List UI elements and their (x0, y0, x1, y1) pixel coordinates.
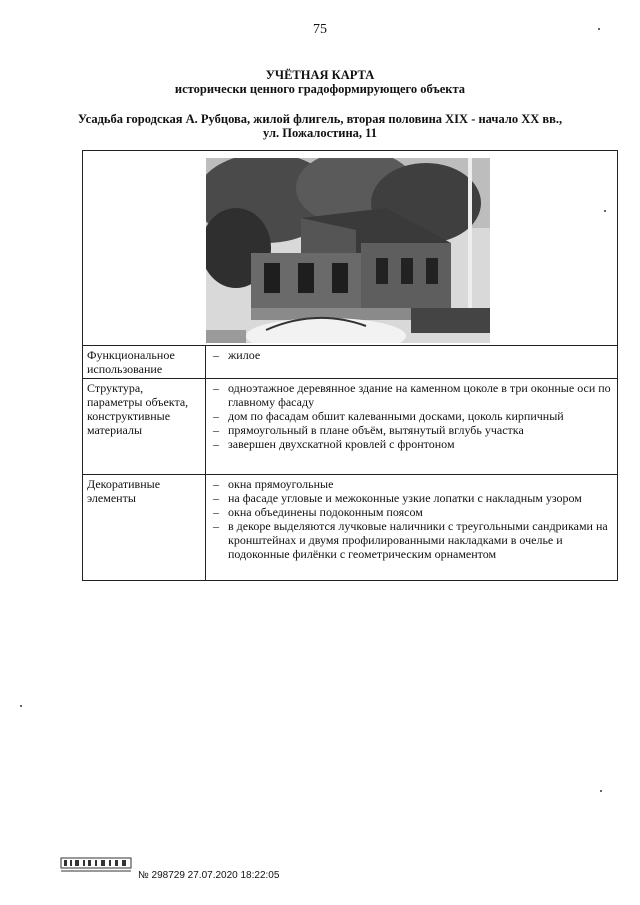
building-photo (206, 158, 490, 343)
card-subtitle: исторически ценного градоформирующего объекта (174, 82, 466, 96)
scan-speck (600, 790, 602, 792)
list-item: – окна объединены подоконным поясом (210, 505, 613, 519)
object-name: Усадьба городская А. Рубцова, жилой флигель, вторая половина XIX - начало XX вв., (77, 112, 563, 126)
row-content (206, 379, 618, 475)
scan-speck (20, 705, 22, 707)
list-item: – завершен двухскатной кровлей с фронтоном (210, 437, 613, 451)
row-content (206, 475, 618, 581)
scan-speck (598, 28, 600, 30)
table-row (83, 346, 618, 379)
row-label: Структура, параметры объекта, конструктивные материалы (83, 379, 206, 475)
list-item: – прямоугольный в плане объём, вытянутый вглубь участка (210, 423, 613, 437)
table-row (83, 379, 618, 475)
list-item: – в декоре выделяются лучковые наличники с треугольными сандриками на кронштейнах и двумя профилированными накладками в очелье и подоконные филёнки с геометрическим орнаментом (210, 519, 613, 561)
list-item: – жилое (210, 348, 613, 362)
row-label: Функциональное использование (83, 346, 206, 379)
row-content (206, 346, 618, 379)
object-address: ул. Пожалостина, 11 (263, 126, 377, 140)
row-label: Декоративные элементы (83, 475, 206, 581)
barcode-stamp (60, 850, 134, 874)
registration-number: 298729 27.07.2020 18:22:05 (151, 870, 280, 881)
table-row (83, 475, 618, 581)
list-item: – одноэтажное деревянное здание на каменном цоколе в три оконные оси по главному фасаду (210, 381, 613, 409)
number-symbol: № (138, 870, 149, 881)
list-item: – дом по фасадам обшит калеванными досками, цоколь кирпичный (210, 409, 613, 423)
list-item: – на фасаде угловые и межоконные узкие лопатки с накладным узором (210, 491, 613, 505)
registration-footer (138, 870, 279, 881)
scan-speck (604, 210, 606, 212)
card-title: УЧЁТНАЯ КАРТА (265, 68, 375, 82)
list-item: – окна прямоугольные (210, 477, 613, 491)
page-number: 75 (313, 22, 327, 37)
